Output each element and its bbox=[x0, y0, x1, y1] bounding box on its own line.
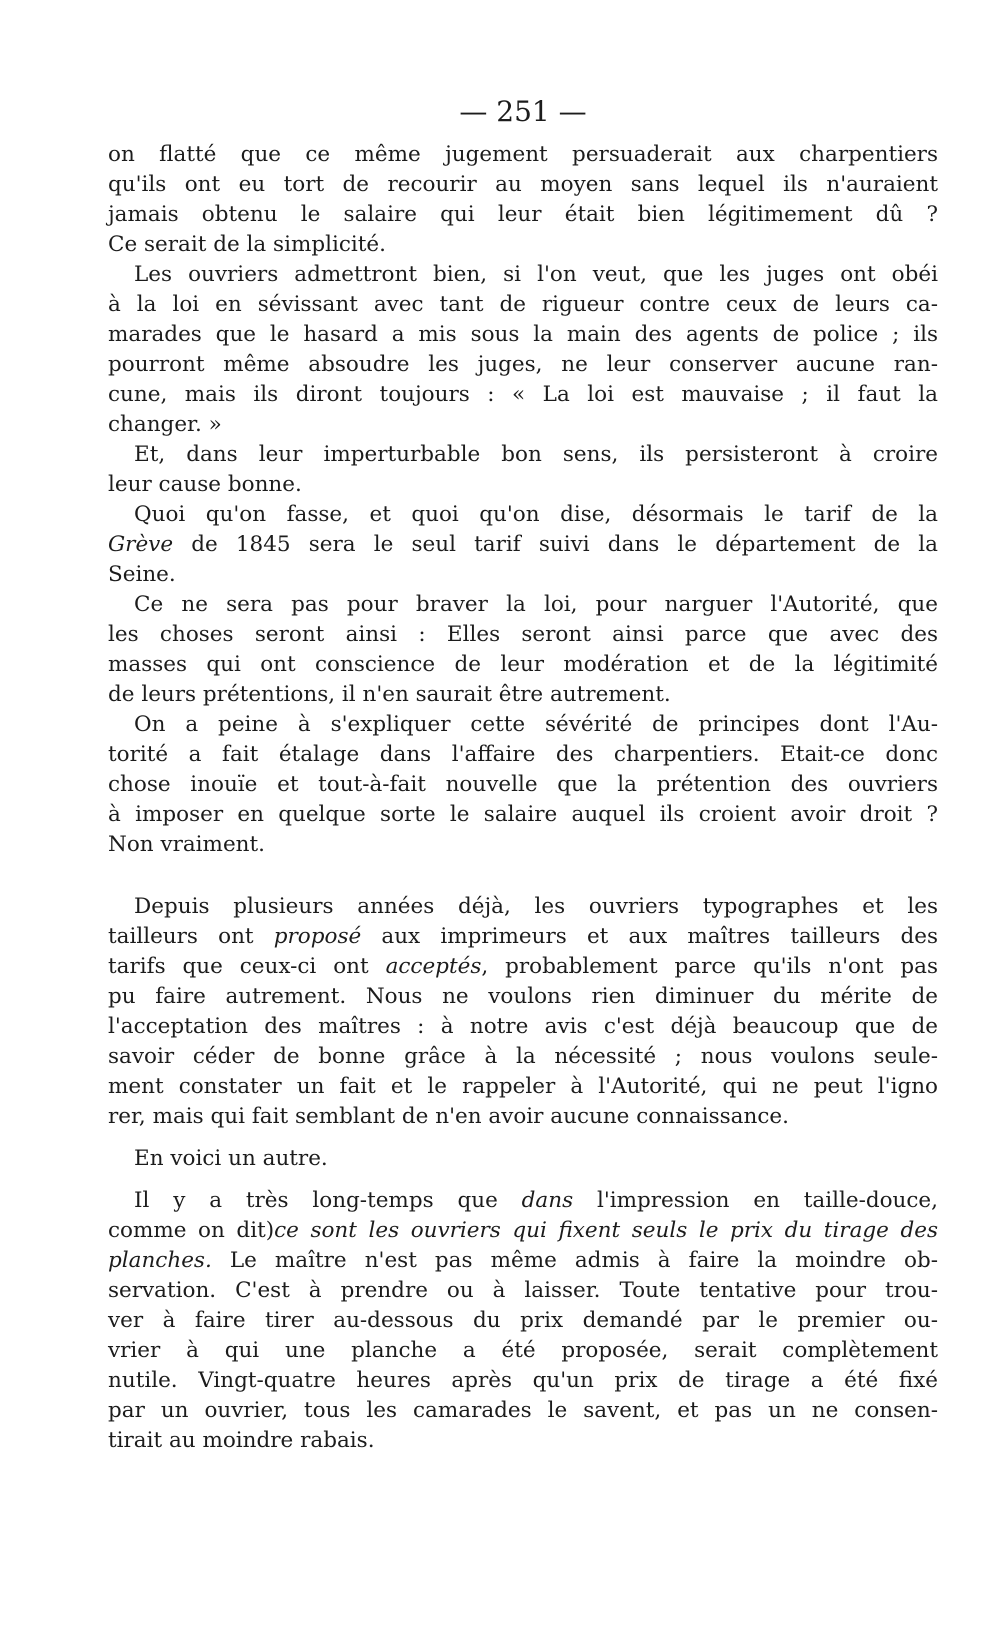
text-line: Quoi qu'on fasse, et quoi qu'on dise, désormais le tarif de la bbox=[134, 502, 938, 527]
page-number: — 251 — bbox=[459, 95, 587, 128]
text-line: masses qui ont conscience de leur modération et de la légitimité bbox=[108, 652, 938, 677]
paragraph-9 bbox=[108, 1186, 938, 1456]
paragraph-8 bbox=[108, 1144, 938, 1174]
paragraph-5 bbox=[108, 590, 938, 710]
text-line: marades que le hasard a mis sous la main des agents de police ; ils bbox=[108, 322, 938, 347]
text-line: En voici un autre. bbox=[134, 1146, 328, 1171]
text-fragment: tailleurs ont bbox=[108, 924, 254, 949]
paragraph-6 bbox=[108, 710, 938, 860]
text-line: tirait au moindre rabais. bbox=[108, 1428, 375, 1453]
text-line: les choses seront ainsi : Elles seront ainsi parce que avec des bbox=[108, 622, 938, 647]
text-line: de leurs prétentions, il n'en saurait être autrement. bbox=[108, 682, 671, 707]
paragraph-2 bbox=[108, 260, 938, 440]
text-line: par un ouvrier, tous les camarades le savent, et pas un ne consen- bbox=[108, 1398, 938, 1423]
text-line: changer. » bbox=[108, 412, 222, 437]
text-fragment: tarifs que ceux-ci ont bbox=[108, 954, 369, 979]
italic-fragment: planches. bbox=[108, 1248, 212, 1273]
text-line: l'acceptation des maîtres : à notre avis c'est déjà beaucoup que de bbox=[108, 1014, 938, 1039]
text-line: servation. C'est à prendre ou à laisser. Toute tentative pour trou- bbox=[108, 1278, 938, 1303]
text-line: vrier à qui une planche a été proposée, serait complètement bbox=[108, 1338, 938, 1363]
text-fragment: Il y a très long-temps que bbox=[134, 1188, 498, 1213]
text-line: Non vraiment. bbox=[108, 832, 265, 857]
section-spacer bbox=[108, 1174, 938, 1186]
text-line: leur cause bonne. bbox=[108, 472, 302, 497]
text-line bbox=[108, 952, 938, 982]
text-line: à la loi en sévissant avec tant de rigueur contre ceux de leurs ca- bbox=[108, 292, 938, 317]
text-line: savoir céder de bonne grâce à la nécessité ; nous voulons seule- bbox=[108, 1044, 938, 1069]
italic-word: Grève bbox=[108, 532, 174, 557]
text-line: Et, dans leur imperturbable bon sens, ils persisteront à croire bbox=[134, 442, 938, 467]
paragraph-1 bbox=[108, 140, 938, 260]
text-fragment: de 1845 sera le seul tarif suivi dans le département de la bbox=[191, 532, 938, 557]
text-line: à imposer en quelque sorte le salaire auquel ils croient avoir droit ? bbox=[108, 802, 938, 827]
text-line: on flatté que ce même jugement persuaderait aux charpentiers bbox=[108, 142, 938, 167]
text-line: qu'ils ont eu tort de recourir au moyen sans lequel ils n'auraient bbox=[108, 172, 938, 197]
text-line: Depuis plusieurs années déjà, les ouvriers typographes et les bbox=[134, 894, 938, 919]
text-line: rer, mais qui fait semblant de n'en avoir aucune connaissance. bbox=[108, 1104, 789, 1129]
paragraph-4 bbox=[108, 500, 938, 590]
text-line: torité a fait étalage dans l'affaire des charpentiers. Etait-ce donc bbox=[108, 742, 938, 767]
text-fragment: aux imprimeurs et aux maîtres tailleurs des bbox=[381, 924, 938, 949]
text-line: pourront même absoudre les juges, ne leur conserver aucune ran- bbox=[108, 352, 938, 377]
italic-word: proposé bbox=[273, 924, 362, 949]
section-spacer bbox=[108, 860, 938, 892]
text-line: Ce ne sera pas pour braver la loi, pour narguer l'Autorité, que bbox=[134, 592, 938, 617]
text-fragment: Le maître n'est pas même admis à faire la moindre ob- bbox=[229, 1248, 938, 1273]
text-line bbox=[108, 1216, 938, 1246]
text-line: cune, mais ils diront toujours : « La loi est mauvaise ; il faut la bbox=[108, 382, 938, 407]
text-line: Seine. bbox=[108, 562, 176, 587]
text-line: Ce serait de la simplicité. bbox=[108, 232, 386, 257]
text-line: nutile. Vingt-quatre heures après qu'un prix de tirage a été fixé bbox=[108, 1368, 938, 1393]
text-line: On a peine à s'expliquer cette sévérité de principes dont l'Au- bbox=[134, 712, 938, 737]
text-line: Les ouvriers admettront bien, si l'on veut, que les juges ont obéi bbox=[134, 262, 938, 287]
text-line: chose inouïe et tout-à-fait nouvelle que la prétention des ouvriers bbox=[108, 772, 938, 797]
text-line bbox=[108, 530, 938, 560]
paragraph-7 bbox=[108, 892, 938, 1132]
text-line bbox=[108, 1186, 938, 1216]
text-fragment: , probablement parce qu'ils n'ont pas bbox=[481, 954, 938, 979]
text-line: ver à faire tirer au-dessous du prix demandé par le premier ou- bbox=[108, 1308, 938, 1333]
italic-fragment: ce sont les ouvriers qui fixent seuls le prix du tirage des bbox=[274, 1218, 938, 1243]
italic-word: acceptés bbox=[385, 954, 482, 979]
text-line bbox=[108, 1246, 938, 1276]
italic-word: dans bbox=[521, 1188, 574, 1213]
text-line bbox=[108, 922, 938, 952]
section-spacer bbox=[108, 1132, 938, 1144]
text-line: ment constater un fait et le rappeler à l'Autorité, qui ne peut l'igno bbox=[108, 1074, 938, 1099]
text-line: pu faire autrement. Nous ne voulons rien diminuer du mérite de bbox=[108, 984, 938, 1009]
text-fragment: l'impression en taille-douce, bbox=[596, 1188, 938, 1213]
paragraph-3 bbox=[108, 440, 938, 500]
text-line: jamais obtenu le salaire qui leur était bien légitimement dû ? bbox=[108, 202, 938, 227]
text-fragment: comme on dit) bbox=[108, 1218, 275, 1243]
